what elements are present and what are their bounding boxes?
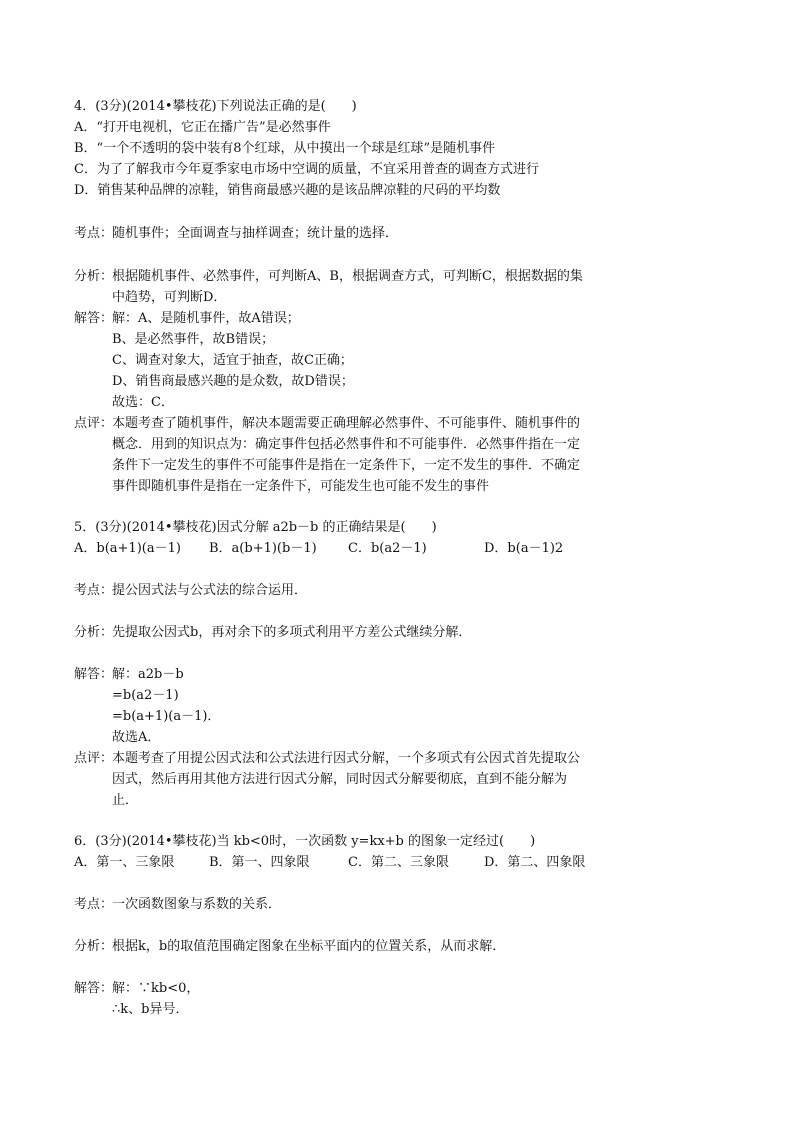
q5-dianping (74, 750, 580, 768)
jieda-line-3: =b(a+1)(a－1)． (112, 709, 221, 724)
jieda-line-5: 故选：C． (112, 395, 174, 410)
dianping-line-3: 条件下一定发生的事件不可能事件是指在一定条件下，一定不发生的事件．不确定 (112, 458, 581, 473)
q4-option-d: D．销售某种品牌的凉鞋，销售商最感兴趣的是该品牌凉鞋的尺码的平均数 (74, 183, 501, 198)
jieda-line-1: 解：∵kb<0， (112, 981, 200, 996)
kaodian-text: 提公因式法与公式法的综合运用． (112, 583, 308, 598)
jieda-line-3: C、调查对象大，适宜于抽查，故C正确； (112, 353, 353, 368)
q6-stem: 6．(3分)(2014•攀枝花)当 kb<0时，一次函数 y=kx+b 的图象一定经过( ) (74, 834, 536, 849)
q5-option-a: A．b(a+1)(a－1) (74, 541, 181, 556)
q6-option-a: A．第一、三象限 (74, 855, 175, 870)
jieda-label: 解答： (74, 667, 114, 682)
q6-option-b: B．第一、四象限 (209, 855, 310, 870)
fenxi-text: 根据k，b的取值范围确定图象在坐标平面内的位置关系，从而求解． (112, 939, 506, 954)
dianping-line-1: 本题考查了用提公因式法和公式法进行因式分解，一个多项式有公因式首先提取公 (112, 751, 581, 766)
q4-option-c: C．为了了解我市今年夏季家电市场中空调的质量，不宜采用普查的调查方式进行 (74, 162, 539, 177)
q5-option-d: D．b(a－1)2 (484, 541, 564, 556)
q5-jieda (74, 666, 184, 684)
q6-kaodian (74, 896, 281, 914)
fenxi-label: 分析： (74, 625, 114, 640)
q4-stem: 4．(3分)(2014•攀枝花)下列说法正确的是( ) (74, 99, 357, 114)
jieda-line-4: D、销售商最感兴趣的是众数，故D错误； (112, 374, 354, 389)
jieda-line-2: B、是必然事件，故B错误； (112, 332, 275, 347)
q4-dianping (74, 415, 580, 433)
dianping-line-2: 因式，然后再用其他方法进行因式分解，同时因式分解要彻底，直到不能分解为 (112, 772, 568, 787)
dianping-line-1: 本题考查了随机事件，解决本题需要正确理解必然事件、不可能事件、随机事件的 (112, 416, 581, 431)
kaodian-label: 考点： (74, 226, 114, 241)
q6-jieda (74, 980, 199, 998)
q6-fenxi (74, 938, 505, 956)
q5-kaodian (74, 582, 307, 600)
kaodian-label: 考点： (74, 583, 114, 598)
q5-option-c: C．b(a2－1) (348, 541, 427, 556)
q5-option-b: B．a(b+1)(b－1) (209, 541, 317, 556)
fenxi-label: 分析： (74, 269, 114, 284)
jieda-line-1: 解：a2b－b (112, 667, 184, 682)
jieda-line-4: 故选A． (112, 730, 161, 745)
q5-fenxi (74, 624, 471, 642)
jieda-line-1: 解：A、是随机事件，故A错误； (112, 311, 300, 326)
dianping-line-2: 概念．用到的知识点为：确定事件包括必然事件和不可能事件．必然事件指在一定 (112, 437, 581, 452)
fenxi-text-2: 中趋势，可判断D． (112, 290, 227, 305)
dianping-label: 点评： (74, 751, 114, 766)
fenxi-text: 先提取公因式b，再对余下的多项式利用平方差公式继续分解． (112, 625, 472, 640)
q4-jieda (74, 310, 300, 328)
q6-option-d: D．第二、四象限 (484, 855, 586, 870)
jieda-label: 解答： (74, 311, 114, 326)
q6-option-c: C．第二、三象限 (348, 855, 449, 870)
jieda-line-2: =b(a2－1) (112, 688, 179, 703)
kaodian-text: 一次函数图象与系数的关系． (112, 897, 282, 912)
kaodian-text: 随机事件；全面调查与抽样调查；统计量的选择． (112, 226, 399, 241)
fenxi-text-1: 根据随机事件、必然事件，可判断A、B，根据调查方式，可判断C，根据数据的集 (112, 269, 583, 284)
dianping-line-3: 止． (112, 793, 139, 808)
dianping-label: 点评： (74, 416, 114, 431)
q4-option-b: B．“一个不透明的袋中装有8个红球，从中摸出一个球是红球”是随机事件 (74, 141, 496, 156)
jieda-label: 解答： (74, 981, 114, 996)
q4-option-a: A．“打开电视机，它正在播广告”是必然事件 (74, 120, 331, 135)
q4-fenxi (74, 268, 583, 286)
fenxi-label: 分析： (74, 939, 114, 954)
dianping-line-4: 事件即随机事件是指在一定条件下，可能发生也可能不发生的事件 (112, 479, 490, 494)
q4-kaodian (74, 225, 398, 243)
q5-stem: 5．(3分)(2014•攀枝花)因式分解 a2b－b 的正确结果是( ) (74, 520, 437, 535)
jieda-line-2: ∴k、b异号． (112, 1002, 189, 1017)
kaodian-label: 考点： (74, 897, 114, 912)
